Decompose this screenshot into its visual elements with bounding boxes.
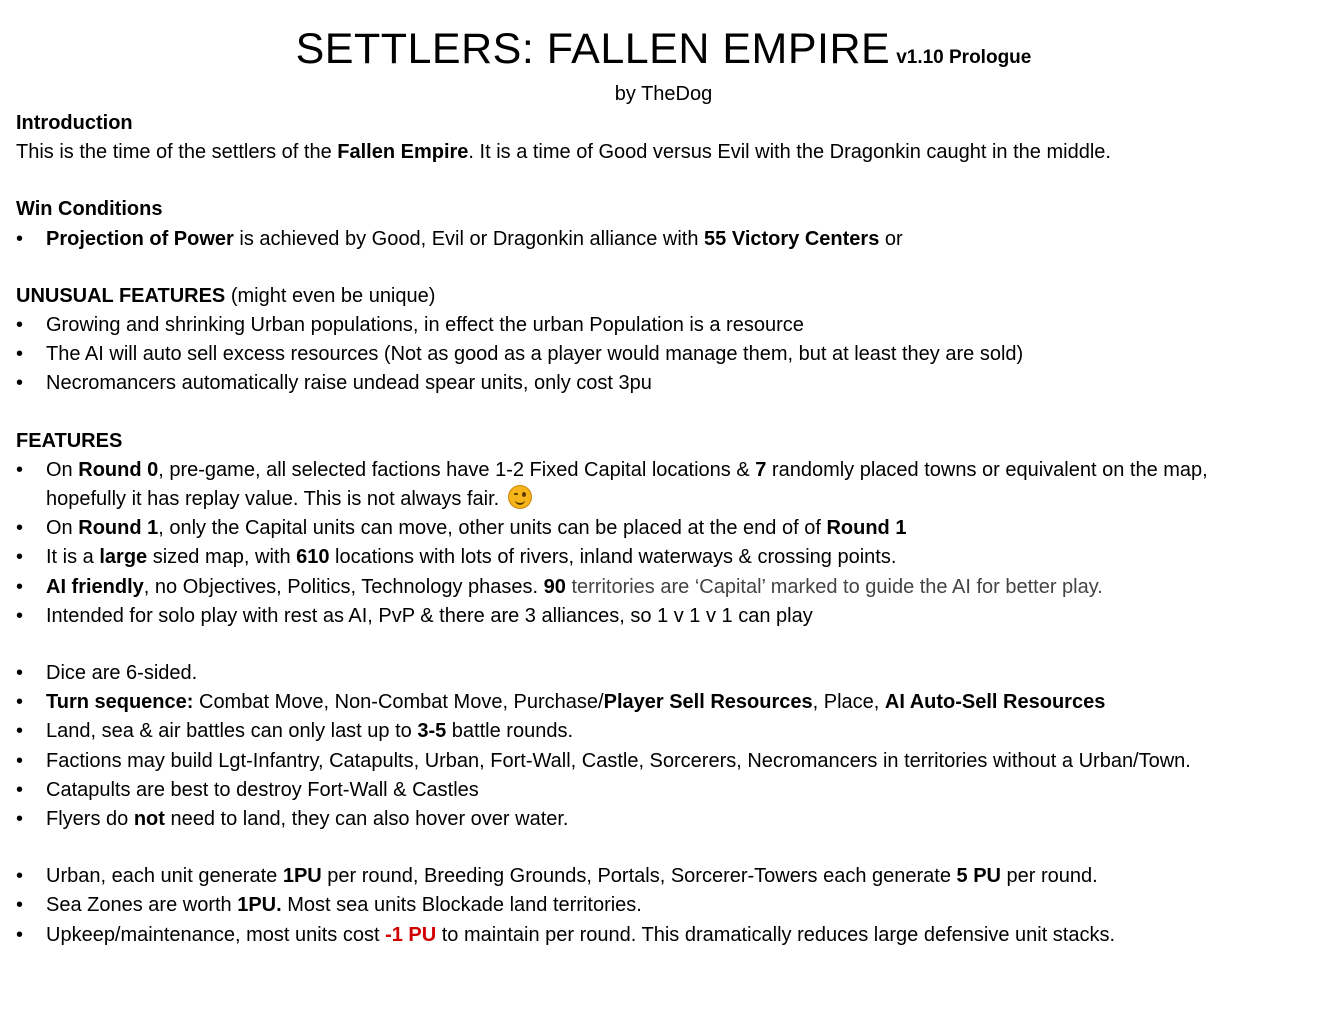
features-list	[16, 456, 1311, 631]
list-item: • Necromancers automatically raise undead spear units, only cost 3pu	[16, 369, 1311, 398]
spacer	[16, 834, 1311, 862]
win-conditions-heading: Win Conditions	[16, 198, 163, 221]
version-label: v1.10 Prologue	[896, 47, 1032, 68]
bullet: •	[16, 662, 24, 685]
bullet: •	[16, 314, 24, 337]
rules-list	[16, 659, 1311, 834]
author-byline: by TheDog	[614, 83, 713, 105]
spacer	[16, 254, 1311, 282]
list-item: • Catapults are best to destroy Fort-Wall & Castles	[16, 776, 1311, 805]
spacer	[16, 631, 1311, 659]
bullet: •	[16, 894, 24, 917]
spacer	[16, 167, 1311, 195]
list-item: • Sea Zones are worth 1PU. Most sea units Blockade land territories.	[16, 891, 1311, 920]
winking-face-emoji-icon	[508, 485, 532, 509]
document-page	[16, 0, 1311, 950]
unusual-features-list	[16, 311, 1311, 399]
features-heading: FEATURES	[16, 429, 123, 452]
list-item: • The AI will auto sell excess resources (Not as good as a player would manage them, but at least they are sold)	[16, 340, 1311, 369]
bullet: •	[16, 749, 24, 772]
spacer	[16, 399, 1311, 427]
introduction-heading: Introduction	[16, 112, 133, 134]
bullet: •	[16, 227, 24, 250]
list-item: • It is a large sized map, with 610 locations with lots of rivers, inland waterways & crossing points.	[16, 543, 1311, 572]
list-item: • AI friendly, no Objectives, Politics, Technology phases. 90 territories are ‘Capital’ marked to guide the AI for better play.	[16, 573, 1311, 602]
bullet: •	[16, 517, 24, 540]
list-item: • Flyers do not need to land, they can also hover over water.	[16, 805, 1311, 834]
bullet: •	[16, 865, 24, 888]
bullet: •	[16, 808, 24, 831]
bullet: •	[16, 720, 24, 743]
list-item: • Dice are 6-sided.	[16, 659, 1311, 688]
bullet: •	[16, 778, 24, 801]
list-item: • Growing and shrinking Urban populations, in effect the urban Population is a resource	[16, 311, 1311, 340]
bullet: •	[16, 604, 24, 627]
list-item: • On Round 1, only the Capital units can move, other units can be placed at the end of of Round 1	[16, 514, 1311, 543]
introduction-text: This is the time of the settlers of the Fallen Empire. It is a time of Good versus Evil with the Dragonkin caught in the middle.	[16, 141, 1111, 164]
list-item: • Intended for solo play with rest as AI, PvP & there are 3 alliances, so 1 v 1 v 1 can play	[16, 602, 1311, 631]
list-item: • On Round 0, pre-game, all selected factions have 1-2 Fixed Capital locations & 7 randomly placed towns or equivalent on the map, hopefully it has replay value. This is not always fair.	[16, 456, 1311, 514]
unusual-features-heading: UNUSUAL FEATURES (might even be unique)	[16, 284, 436, 307]
bullet: •	[16, 458, 24, 481]
bullet: •	[16, 546, 24, 569]
list-item: • Land, sea & air battles can only last up to 3-5 battle rounds.	[16, 717, 1311, 746]
list-item: • Turn sequence: Combat Move, Non-Combat Move, Purchase/Player Sell Resources, Place, AI Auto-Sell Resources	[16, 688, 1311, 717]
bullet: •	[16, 372, 24, 395]
economy-list	[16, 862, 1311, 950]
list-item: • Urban, each unit generate 1PU per round, Breeding Grounds, Portals, Sorcerer-Towers each generate 5 PU per round.	[16, 862, 1311, 891]
win-conditions-list	[16, 225, 1311, 254]
bullet: •	[16, 343, 24, 366]
bullet: •	[16, 575, 24, 598]
document-title: SETTLERS: FALLEN EMPIRE	[295, 25, 891, 73]
bullet: •	[16, 691, 24, 714]
title-row	[16, 0, 1311, 72]
bullet: •	[16, 923, 24, 946]
list-item: • Projection of Power is achieved by Good, Evil or Dragonkin alliance with 55 Victory Centers or	[16, 225, 1311, 254]
list-item: • Upkeep/maintenance, most units cost -1 PU to maintain per round. This dramatically reduces large defensive unit stacks.	[16, 921, 1311, 950]
list-item: • Factions may build Lgt-Infantry, Catapults, Urban, Fort-Wall, Castle, Sorcerers, Necromancers in territories without a Urban/Town.	[16, 747, 1311, 776]
